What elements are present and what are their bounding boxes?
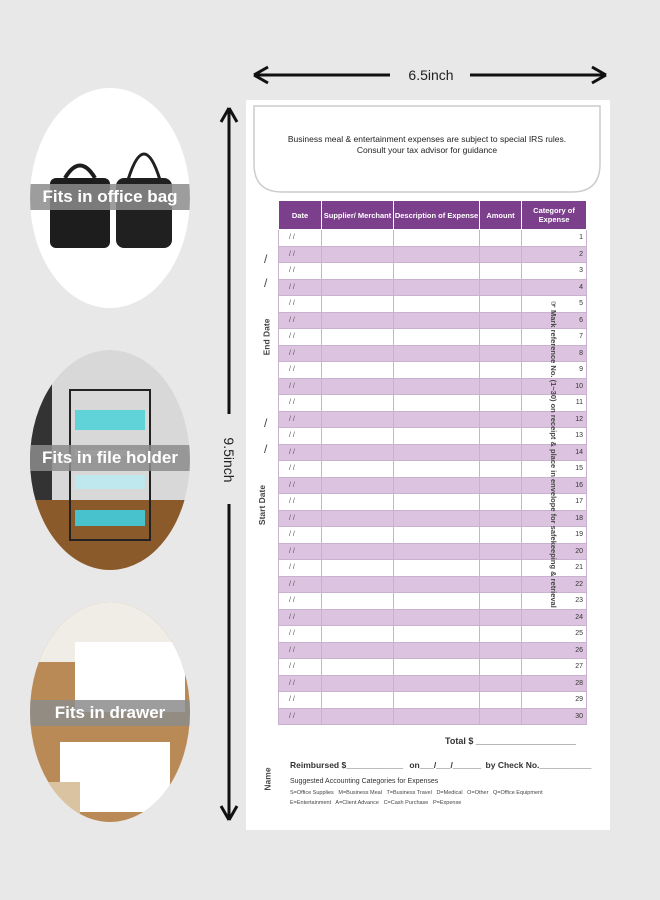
row-number: 29 — [522, 692, 587, 709]
table-row — [279, 378, 587, 395]
supplier-cell[interactable] — [322, 576, 394, 593]
description-cell[interactable] — [394, 444, 480, 461]
supplier-cell[interactable] — [322, 659, 394, 676]
amount-cell[interactable] — [480, 246, 522, 263]
category-item: P=Expense — [432, 800, 462, 806]
supplier-cell[interactable] — [322, 411, 394, 428]
date-cell[interactable]: / / — [279, 642, 322, 659]
supplier-cell[interactable] — [322, 543, 394, 560]
table-row — [279, 362, 587, 379]
table-row — [279, 345, 587, 362]
row-number: 12 — [522, 411, 587, 428]
amount-cell[interactable] — [480, 527, 522, 544]
date-cell[interactable]: / / — [279, 329, 322, 346]
table-row — [279, 692, 587, 709]
row-number: 6 — [522, 312, 587, 329]
supplier-cell[interactable] — [322, 692, 394, 709]
supplier-cell[interactable] — [322, 527, 394, 544]
description-cell[interactable] — [394, 296, 480, 313]
date-cell[interactable]: / / — [279, 246, 322, 263]
row-number: 7 — [522, 329, 587, 346]
supplier-cell[interactable] — [322, 279, 394, 296]
amount-cell[interactable] — [480, 263, 522, 280]
row-number: 14 — [522, 444, 587, 461]
supplier-cell[interactable] — [322, 510, 394, 527]
table-row — [279, 461, 587, 478]
category-item: M=Business Meal — [338, 790, 382, 796]
header-category: Category of Expense — [522, 201, 587, 230]
description-cell[interactable] — [394, 345, 480, 362]
supplier-cell[interactable] — [322, 345, 394, 362]
supplier-cell[interactable] — [322, 461, 394, 478]
row-number: 16 — [522, 477, 587, 494]
irs-notice-line2: Consult your tax advisor for guidance — [356, 145, 498, 155]
reimbursed-line — [290, 760, 590, 770]
supplier-cell[interactable] — [322, 675, 394, 692]
date-cell[interactable]: / / — [279, 477, 322, 494]
row-number: 13 — [522, 428, 587, 445]
amount-cell[interactable] — [480, 345, 522, 362]
supplier-cell[interactable] — [322, 609, 394, 626]
table-row — [279, 708, 587, 725]
supplier-cell[interactable] — [322, 246, 394, 263]
description-cell[interactable] — [394, 692, 480, 709]
check-no-field: by Check No.___________ — [485, 760, 592, 770]
table-row — [279, 246, 587, 263]
end-date-slash-1: / — [264, 252, 268, 266]
date-cell[interactable]: / / — [279, 593, 322, 610]
irs-notice — [266, 134, 588, 156]
row-number: 20 — [522, 543, 587, 560]
reference-note: ☞ Mark reference No. (1~30) on receipt & place in envelope for safekeeping & retrieval — [548, 301, 558, 608]
row-number: 28 — [522, 675, 587, 692]
amount-cell[interactable] — [480, 560, 522, 577]
description-cell[interactable] — [394, 230, 480, 247]
categories-row-2 — [290, 800, 590, 806]
table-row — [279, 642, 587, 659]
amount-cell[interactable] — [480, 675, 522, 692]
supplier-cell[interactable] — [322, 263, 394, 280]
office-bag-photo — [30, 88, 190, 308]
row-number: 21 — [522, 560, 587, 577]
row-number: 22 — [522, 576, 587, 593]
table-row — [279, 543, 587, 560]
name-label: Name — [262, 767, 273, 791]
header-supplier: Supplier/ Merchant — [322, 201, 394, 230]
table-row — [279, 279, 587, 296]
date-cell[interactable]: / / — [279, 279, 322, 296]
table-row — [279, 230, 587, 247]
amount-cell[interactable] — [480, 626, 522, 643]
amount-cell[interactable] — [480, 444, 522, 461]
description-cell[interactable] — [394, 246, 480, 263]
row-number: 26 — [522, 642, 587, 659]
date-cell[interactable]: / / — [279, 411, 322, 428]
table-header-row — [279, 201, 587, 230]
supplier-cell[interactable] — [322, 477, 394, 494]
description-cell[interactable] — [394, 428, 480, 445]
amount-cell[interactable] — [480, 477, 522, 494]
date-cell[interactable]: / / — [279, 312, 322, 329]
category-item: O=Other — [467, 790, 489, 796]
date-cell[interactable]: / / — [279, 263, 322, 280]
description-cell[interactable] — [394, 329, 480, 346]
row-number: 11 — [522, 395, 587, 412]
supplier-cell[interactable] — [322, 378, 394, 395]
date-cell[interactable]: / / — [279, 345, 322, 362]
row-number: 30 — [522, 708, 587, 725]
table-row — [279, 296, 587, 313]
reimbursed-field: Reimbursed $____________ — [290, 760, 403, 770]
office-bag-label: Fits in office bag — [30, 184, 190, 210]
date-cell[interactable]: / / — [279, 461, 322, 478]
description-cell[interactable] — [394, 362, 480, 379]
drawer-label: Fits in drawer — [30, 700, 190, 726]
on-date-field: on___/___/______ — [409, 760, 482, 770]
date-cell[interactable]: / / — [279, 378, 322, 395]
amount-cell[interactable] — [480, 510, 522, 527]
amount-cell[interactable] — [480, 312, 522, 329]
table-row — [279, 477, 587, 494]
description-cell[interactable] — [394, 560, 480, 577]
table-row — [279, 444, 587, 461]
supplier-cell[interactable] — [322, 428, 394, 445]
description-cell[interactable] — [394, 312, 480, 329]
table-row — [279, 263, 587, 280]
file-holder-label: Fits in file holder — [30, 445, 190, 471]
row-number: 23 — [522, 593, 587, 610]
date-cell[interactable]: / / — [279, 510, 322, 527]
supplier-cell[interactable] — [322, 708, 394, 725]
category-item: C=Cash Purchase — [383, 800, 429, 806]
table-row — [279, 576, 587, 593]
expense-envelope — [246, 100, 610, 830]
suggested-title: Suggested Accounting Categories for Expenses — [290, 778, 439, 785]
amount-cell[interactable] — [480, 411, 522, 428]
table-row — [279, 411, 587, 428]
description-cell[interactable] — [394, 279, 480, 296]
row-number: 3 — [522, 263, 587, 280]
date-cell[interactable]: / / — [279, 543, 322, 560]
supplier-cell[interactable] — [322, 626, 394, 643]
category-item: Q=Office Equipment — [493, 790, 543, 796]
row-number: 4 — [522, 279, 587, 296]
table-row — [279, 428, 587, 445]
description-cell[interactable] — [394, 395, 480, 412]
table-row — [279, 560, 587, 577]
table-row — [279, 626, 587, 643]
category-item: E=Entertainment — [290, 800, 332, 806]
description-cell[interactable] — [394, 659, 480, 676]
row-number: 1 — [522, 230, 587, 247]
description-cell[interactable] — [394, 576, 480, 593]
supplier-cell[interactable] — [322, 329, 394, 346]
drawer-photo — [30, 602, 190, 822]
amount-cell[interactable] — [480, 329, 522, 346]
amount-cell[interactable] — [480, 659, 522, 676]
end-date-label: End Date — [261, 318, 272, 356]
date-cell[interactable]: / / — [279, 296, 322, 313]
header-amount: Amount — [480, 201, 522, 230]
amount-cell[interactable] — [480, 395, 522, 412]
amount-cell[interactable] — [480, 642, 522, 659]
description-cell[interactable] — [394, 609, 480, 626]
description-cell[interactable] — [394, 593, 480, 610]
amount-cell[interactable] — [480, 593, 522, 610]
date-cell[interactable]: / / — [279, 609, 322, 626]
amount-cell[interactable] — [480, 692, 522, 709]
table-row — [279, 312, 587, 329]
date-cell[interactable]: / / — [279, 444, 322, 461]
description-cell[interactable] — [394, 642, 480, 659]
date-cell[interactable]: / / — [279, 395, 322, 412]
supplier-cell[interactable] — [322, 593, 394, 610]
end-date-slash-2: / — [264, 276, 268, 290]
irs-notice-line1: Business meal & entertainment expenses are subject to special IRS rules. — [287, 134, 567, 144]
row-number: 24 — [522, 609, 587, 626]
description-cell[interactable] — [394, 626, 480, 643]
supplier-cell[interactable] — [322, 362, 394, 379]
categories-row-1 — [290, 790, 590, 796]
height-label: 9.5inch — [221, 437, 237, 483]
amount-cell[interactable] — [480, 576, 522, 593]
date-cell[interactable]: / / — [279, 494, 322, 511]
table-row — [279, 675, 587, 692]
category-item: S=Office Supplies — [290, 790, 334, 796]
table-row — [279, 609, 587, 626]
row-number: 15 — [522, 461, 587, 478]
amount-cell[interactable] — [480, 428, 522, 445]
description-cell[interactable] — [394, 543, 480, 560]
amount-cell[interactable] — [480, 708, 522, 725]
row-number: 2 — [522, 246, 587, 263]
supplier-cell[interactable] — [322, 560, 394, 577]
table-row — [279, 510, 587, 527]
row-number: 27 — [522, 659, 587, 676]
table-row — [279, 659, 587, 676]
date-cell[interactable]: / / — [279, 692, 322, 709]
date-cell[interactable]: / / — [279, 362, 322, 379]
description-cell[interactable] — [394, 510, 480, 527]
amount-cell[interactable] — [480, 494, 522, 511]
amount-cell[interactable] — [480, 279, 522, 296]
supplier-cell[interactable] — [322, 494, 394, 511]
category-item: T=Business Travel — [386, 790, 432, 796]
row-number: 8 — [522, 345, 587, 362]
date-cell[interactable]: / / — [279, 675, 322, 692]
supplier-cell[interactable] — [322, 312, 394, 329]
description-cell[interactable] — [394, 708, 480, 725]
header-date: Date — [279, 201, 322, 230]
amount-cell[interactable] — [480, 609, 522, 626]
row-number: 25 — [522, 626, 587, 643]
description-cell[interactable] — [394, 527, 480, 544]
description-cell[interactable] — [394, 461, 480, 478]
supplier-cell[interactable] — [322, 444, 394, 461]
description-cell[interactable] — [394, 411, 480, 428]
table-row — [279, 395, 587, 412]
row-number: 9 — [522, 362, 587, 379]
category-item: A=Client Advance — [335, 800, 379, 806]
amount-cell[interactable] — [480, 543, 522, 560]
supplier-cell[interactable] — [322, 395, 394, 412]
date-cell[interactable]: / / — [279, 626, 322, 643]
supplier-cell[interactable] — [322, 230, 394, 247]
start-date-slash-2: / — [264, 442, 268, 456]
amount-cell[interactable] — [480, 362, 522, 379]
table-row — [279, 527, 587, 544]
file-holder-photo — [30, 350, 190, 570]
start-date-slash-1: / — [264, 416, 268, 430]
amount-cell[interactable] — [480, 230, 522, 247]
total-line: Total $ ____________________ — [445, 736, 576, 746]
date-cell[interactable]: / / — [279, 659, 322, 676]
table-row — [279, 593, 587, 610]
date-cell[interactable]: / / — [279, 230, 322, 247]
description-cell[interactable] — [394, 675, 480, 692]
category-item: D=Medical — [436, 790, 463, 796]
supplier-cell[interactable] — [322, 296, 394, 313]
header-description: Description of Expense — [394, 201, 480, 230]
row-number: 5 — [522, 296, 587, 313]
date-cell[interactable]: / / — [279, 708, 322, 725]
amount-cell[interactable] — [480, 461, 522, 478]
row-number: 10 — [522, 378, 587, 395]
amount-cell[interactable] — [480, 296, 522, 313]
description-cell[interactable] — [394, 378, 480, 395]
table-row — [279, 329, 587, 346]
start-date-label: Start Date — [257, 484, 268, 526]
date-cell[interactable]: / / — [279, 560, 322, 577]
date-cell[interactable]: / / — [279, 527, 322, 544]
width-label: 6.5inch — [408, 67, 454, 83]
supplier-cell[interactable] — [322, 642, 394, 659]
row-number: 19 — [522, 527, 587, 544]
table-row — [279, 494, 587, 511]
row-number: 18 — [522, 510, 587, 527]
amount-cell[interactable] — [480, 378, 522, 395]
date-cell[interactable]: / / — [279, 428, 322, 445]
expense-table — [278, 200, 587, 725]
row-number: 17 — [522, 494, 587, 511]
description-cell[interactable] — [394, 263, 480, 280]
description-cell[interactable] — [394, 494, 480, 511]
date-cell[interactable]: / / — [279, 576, 322, 593]
description-cell[interactable] — [394, 477, 480, 494]
